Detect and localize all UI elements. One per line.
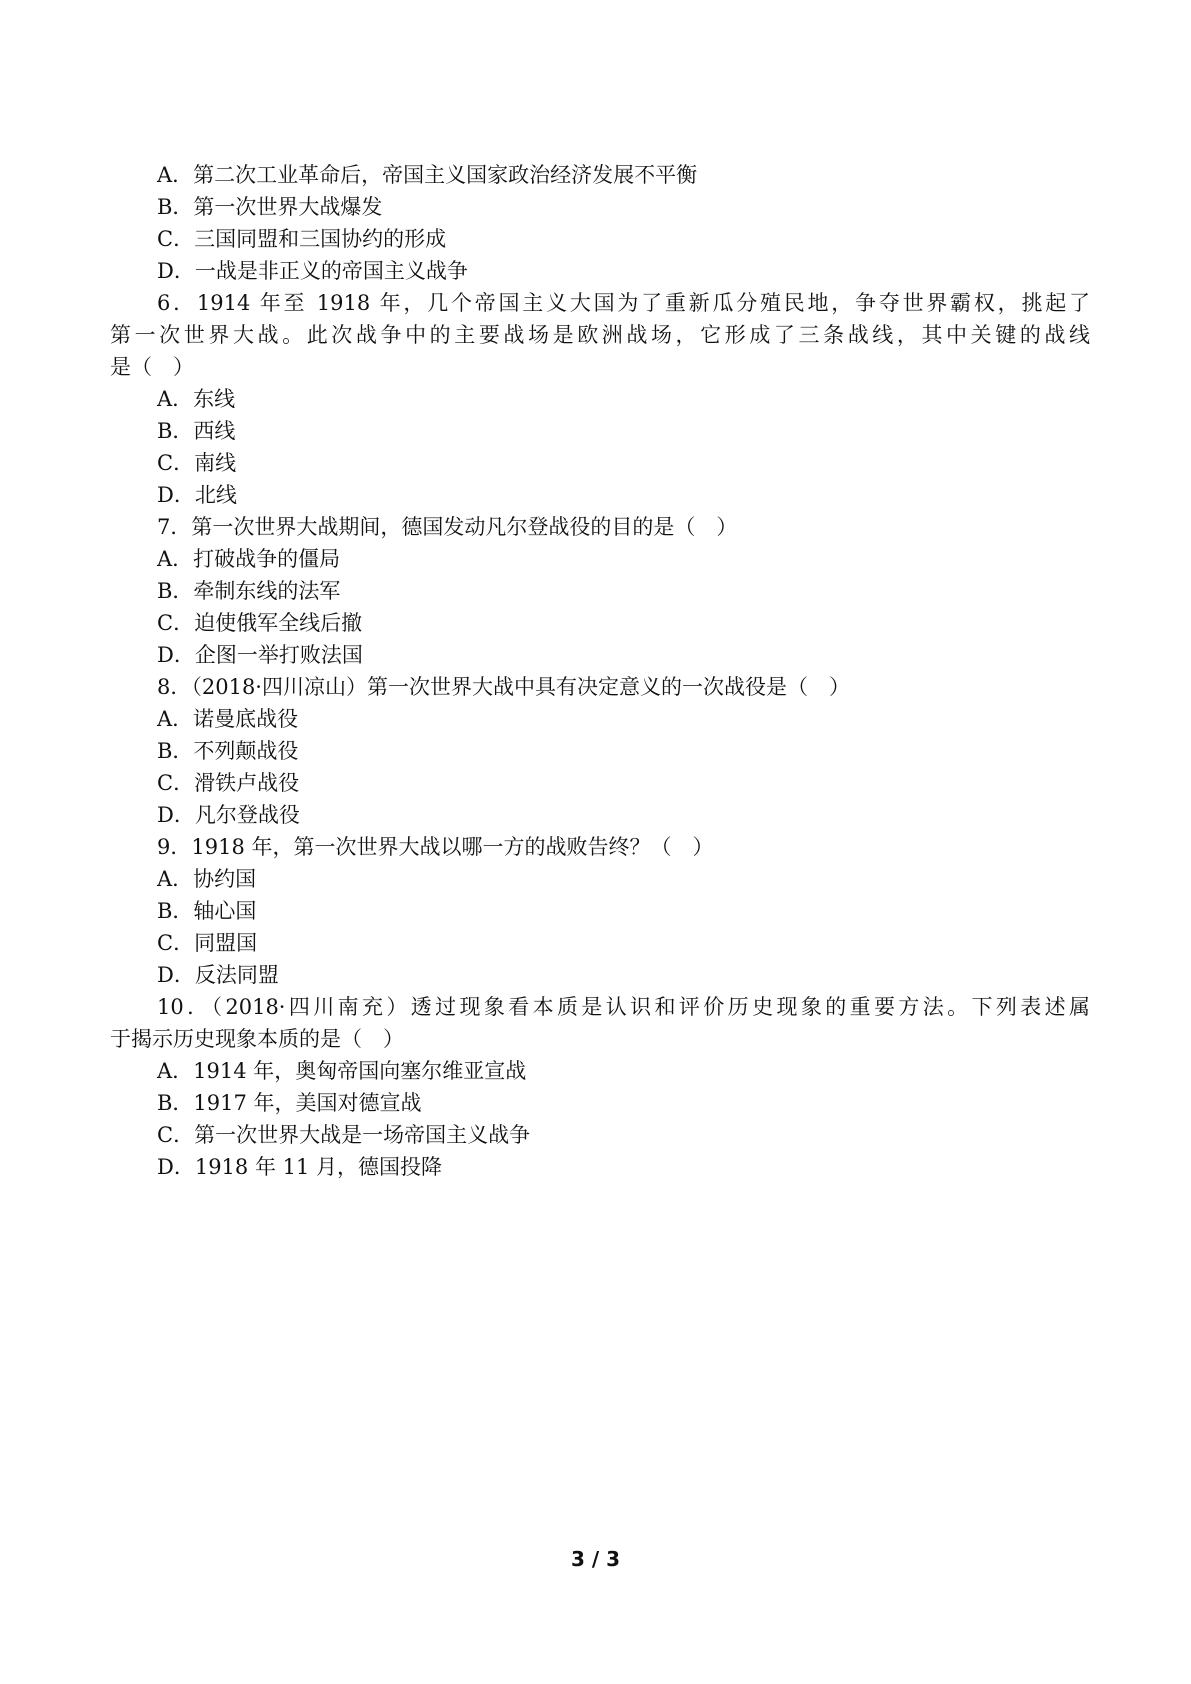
question-stem-line: 于揭示历史现象本质的是（ ） bbox=[110, 1027, 404, 1051]
option-d: D．1918 年 11 月，德国投降 bbox=[157, 1155, 443, 1179]
option-a: A．协约国 bbox=[157, 867, 257, 891]
option-b: B．西线 bbox=[157, 419, 236, 443]
question-stem-line: 6．1914 年至 1918 年，几个帝国主义大国为了重新瓜分殖民地，争夺世界霸权，挑起了 bbox=[157, 291, 1090, 315]
option-a: A．打破战争的僵局 bbox=[157, 547, 341, 571]
option-c: C．迫使俄军全线后撤 bbox=[157, 611, 363, 635]
option-a: A．1914 年，奥匈帝国向塞尔维亚宣战 bbox=[157, 1059, 527, 1083]
question-7 bbox=[110, 511, 1090, 671]
option-c: C．滑铁卢战役 bbox=[157, 771, 300, 795]
option-c: C．南线 bbox=[157, 451, 237, 475]
option-b: B．牵制东线的法军 bbox=[157, 579, 341, 603]
option-c: C．同盟国 bbox=[157, 931, 258, 955]
option-d: D．企图一举打败法国 bbox=[157, 643, 363, 667]
option-c: C．第一次世界大战是一场帝国主义战争 bbox=[157, 1123, 531, 1147]
option-b: B．不列颠战役 bbox=[157, 739, 299, 763]
option-d: D．凡尔登战役 bbox=[157, 803, 300, 827]
option-d: D．一战是非正义的帝国主义战争 bbox=[157, 259, 468, 283]
option-a: A．诺曼底战役 bbox=[157, 707, 299, 731]
question-6 bbox=[110, 287, 1090, 511]
option-a: A．东线 bbox=[157, 387, 236, 411]
question-9 bbox=[110, 831, 1090, 991]
question-stem-line: 9．1918 年，第一次世界大战以哪一方的战败告终？（ ） bbox=[157, 835, 714, 859]
question-10 bbox=[110, 991, 1090, 1183]
question-stem-line: 10．（2018·四川南充）透过现象看本质是认识和评价历史现象的重要方法。下列表述属 bbox=[157, 995, 1090, 1019]
option-d: D．反法同盟 bbox=[157, 963, 279, 987]
option-a: A．第二次工业革命后，帝国主义国家政治经济发展不平衡 bbox=[157, 163, 698, 187]
question-stem-line: 7．第一次世界大战期间，德国发动凡尔登战役的目的是（ ） bbox=[157, 515, 738, 539]
page-number: 3 / 3 bbox=[570, 1547, 621, 1571]
option-b: B．轴心国 bbox=[157, 899, 257, 923]
question-list bbox=[110, 159, 1090, 1183]
option-c: C．三国同盟和三国协约的形成 bbox=[157, 227, 447, 251]
question-stem-line: 是（ ） bbox=[110, 355, 194, 379]
option-b: B．1917 年，美国对德宣战 bbox=[157, 1091, 422, 1115]
option-d: D．北线 bbox=[157, 483, 237, 507]
question-stem-line: 第一次世界大战。此次战争中的主要战场是欧洲战场，它形成了三条战线，其中关键的战线 bbox=[110, 323, 1090, 347]
question-stem-line: 8．（2018·四川凉山）第一次世界大战中具有决定意义的一次战役是（ ） bbox=[157, 675, 850, 699]
option-b: B．第一次世界大战爆发 bbox=[157, 195, 383, 219]
question-8 bbox=[110, 671, 1090, 831]
question-5-options bbox=[110, 159, 1090, 287]
